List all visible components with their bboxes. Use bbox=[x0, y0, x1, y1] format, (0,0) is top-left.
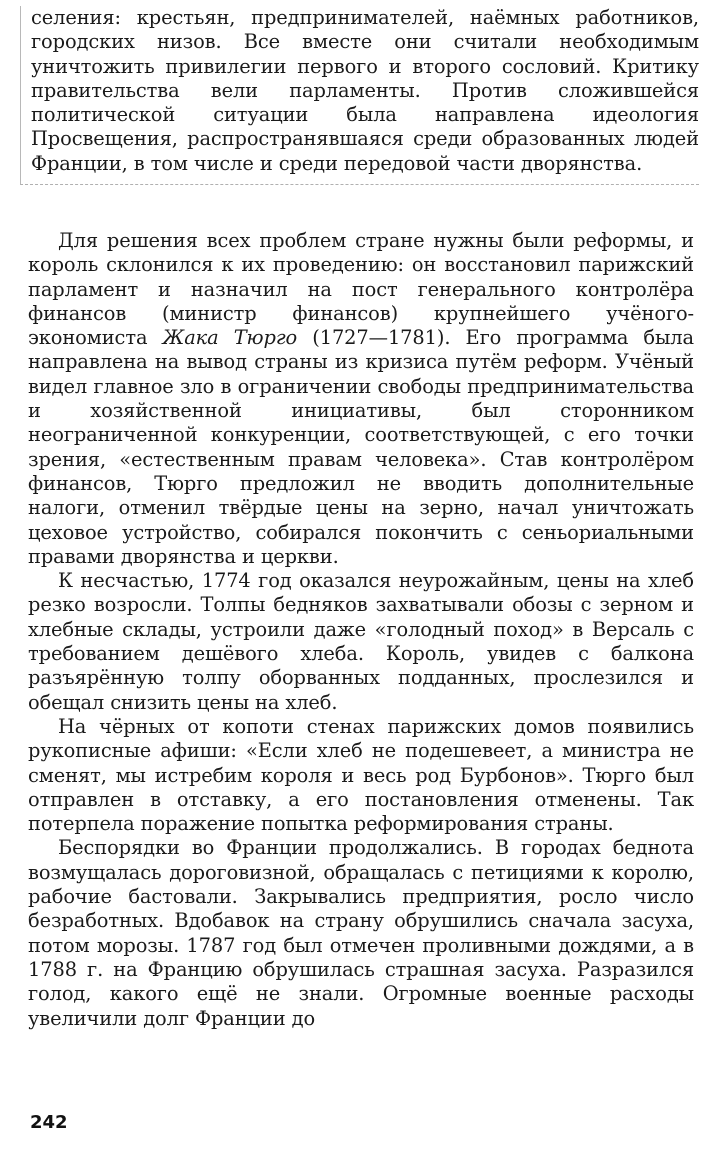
paragraph-posters: На чёрных от копоти стенах парижских домов появились рукописные афиши: «Если хлеб не подешевеет, а министра не сменят, мы истребим короля и весь род Бурбонов». Тюрго был отправлен в отставку, а его постановления отменены. Так потерпела поражение попытка реформирования страны. bbox=[28, 714, 694, 836]
paragraph-reforms-part1: Для решения всех проблем стране нужны были реформы, и король склонился к их проведению: он восстановил парижский парламент и назначил на пост генерального контролёра финансов (министр финансов) крупнейшего учёного-экономиста bbox=[28, 229, 694, 350]
paragraph-reforms bbox=[28, 229, 694, 569]
paragraph-unrest: Беспорядки во Франции продолжались. В городах беднота возмущалась дороговизной, обращалась с петициями к королю, рабочие бастовали. Закрывались предприятия, росло число безработных. Вдобавок на страну обрушились сначала засуха, потом морозы. 1787 год был отмечен проливными дождями, а в 1788 г. на Францию обрушилась страшная засуха. Разразился голод, какого ещё не знали. Огромные военные расходы увеличили долг Франции до bbox=[28, 836, 694, 1030]
paragraph-harvest: К несчастью, 1774 год оказался неурожайным, цены на хлеб резко возросли. Толпы бедняков захватывали обозы с зерном и хлебные склады, устроили даже «голодный поход» в Версаль с требованием дешёвого хлеба. Король, увидев с балкона разъярённую толпу оборванных подданных, прослезился и обещал снизить цены на хлеб. bbox=[28, 569, 694, 714]
highlighted-text-block bbox=[20, 6, 699, 185]
boxed-paragraph: селения: крестьян, предпринимателей, наёмных работников, городских низов. Все вместе они считали необходимым уничтожить привилегии первого и второго сословий. Критику правительства вели парламенты. Против сложившейся политической ситуации была направлена идеология Просвещения, распространявшаяся среди образованных людей Франции, в том числе и среди передовой части дворянства. bbox=[31, 6, 699, 175]
paragraph-reforms-part2: (1727—1781). Его программа была направлена на вывод страны из кризиса путём реформ. Учёный видел главное зло в ограничении свободы предпринимательства и хозяйственной инициативы, был сторонником неограниченной конкуренции, соответствующей, с его точки зрения, «естественным правам человека». Став контролёром финансов, Тюрго предложил не вводить дополнительные налоги, отменил твёрдые цены на зерно, начал уничтожать цеховое устройство, собирался покончить с сеньориальными правами дворянства и церкви. bbox=[28, 326, 694, 568]
page-number: 242 bbox=[30, 1112, 68, 1133]
person-name-turgot: Жака Тюрго bbox=[162, 326, 298, 350]
main-text bbox=[28, 229, 694, 1031]
